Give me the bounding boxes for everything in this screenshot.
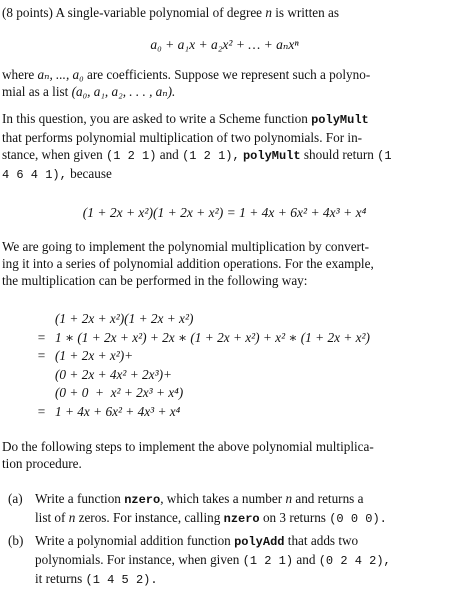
derivation-expr: (1 + 2x + x²)+ [55, 348, 134, 363]
impl-line1: We are going to implement the polynomial multiplication by convert- [2, 239, 370, 254]
impl-line2: ing it into a series of polynomial addition operations. For the example, [2, 256, 374, 271]
derivation-block [28, 310, 370, 421]
task-line3-a: stance, when given [2, 147, 103, 162]
derivation-expr: (0 + 2x + 4x² + 2x³)+ [55, 366, 172, 382]
derivation-rel [28, 384, 55, 403]
item-label: (b) [8, 533, 24, 548]
equation-example-text: (1 + 2x + x²)(1 + 2x + x²) = 1 + 4x + 6x² + 4x³ + x⁴ [82, 205, 367, 220]
item-b-l1-b: that adds two [287, 533, 359, 548]
task-paragraph [2, 110, 445, 184]
task-ret2: 4 6 4 1), [2, 168, 67, 182]
task-and: and [159, 147, 179, 162]
task-arg1: (1 2 1) [106, 149, 157, 163]
task-line4-b: because [70, 166, 112, 181]
derivation-expr: (0 + 0 + x² + 2x³ + x⁴) [55, 385, 184, 400]
item-a-l2-b: zeros. For instance, calling [78, 510, 221, 525]
where-line2-a: mial as a list [2, 84, 69, 99]
equation-general [0, 36, 449, 53]
task-line2: that performs polynomial multiplication of two polynomials. For in- [2, 130, 363, 145]
derivation-expr: (1 + 2x + x²)(1 + 2x + x²) [55, 311, 194, 326]
item-b-arg2: (0 2 4 2), [318, 554, 391, 568]
task-arg2: (1 2 1), [182, 149, 240, 163]
item-b-code: (1 4 5 2). [85, 573, 158, 587]
intro-text-b: is written as [275, 5, 339, 20]
derivation-rel: = [37, 348, 46, 363]
impl-line3: the multiplication can be performed in the following way: [2, 273, 308, 288]
derivation-expr: 1 ∗ (1 + 2x + x²) + 2x ∗ (1 + 2x + x²) + x² ∗ (1 + 2x + x²) [55, 329, 370, 345]
equation-general-text: a₀ + a₁x + a₂x² + … + aₙxⁿ [150, 37, 299, 52]
item-a-l1-a: Write a function [35, 491, 121, 506]
polyadd-fn: polyAdd [234, 535, 285, 549]
equation-example [0, 204, 449, 221]
where-word: where [2, 67, 35, 82]
item-a-code: (0 0 0). [329, 512, 387, 526]
derivation-rel: = [37, 329, 46, 345]
item-a-var2: n [68, 510, 76, 525]
derivation-expr: 1 + 4x + 6x² + 4x³ + x⁴ [55, 403, 181, 419]
derivation-rel [28, 366, 55, 385]
where-paragraph [2, 66, 445, 100]
task-item-b [8, 532, 445, 589]
derivation-rel: = [37, 403, 46, 419]
item-b-l3-a: it returns [35, 571, 83, 586]
nzero-fn: nzero [124, 493, 161, 507]
item-b-l1-a: Write a polynomial addition function [35, 533, 231, 548]
derivation-row [28, 366, 370, 385]
steps-line1: Do the following steps to implement the above polynomial multiplica- [2, 439, 374, 454]
degree-var: n [265, 5, 272, 20]
intro-paragraph [2, 4, 445, 21]
intro-text-a: A single-variable polynomial of degree [55, 5, 263, 20]
item-b-and: and [296, 552, 316, 567]
steps-line2: tion procedure. [2, 456, 82, 471]
nzero-fn-2: nzero [223, 512, 260, 526]
item-label: (a) [8, 491, 23, 506]
derivation-rel [28, 310, 55, 329]
task-ret1: (1 [377, 149, 392, 163]
task-line1: In this question, you are asked to write a Scheme function [2, 111, 308, 126]
derivation-row [28, 347, 370, 366]
polymult-fn: polyMult [311, 113, 369, 127]
task-line3-b: should return [303, 147, 374, 162]
item-a-var: n [285, 491, 293, 506]
polymult-fn-2: polyMult [242, 149, 301, 163]
item-a-l2-c: on 3 returns [262, 510, 326, 525]
task-item-a [8, 490, 445, 528]
where-line1-b: are coefficients. Suppose we represent such a polyno- [87, 67, 371, 82]
derivation-row [28, 310, 370, 329]
item-a-l1-c: and returns a [295, 491, 364, 506]
points-label: (8 points) [2, 5, 53, 20]
item-a-l1-b: , which takes a number [160, 491, 283, 506]
derivation-row [28, 403, 370, 422]
item-a-l2-a: list of [35, 510, 66, 525]
derivation-row [28, 329, 370, 348]
item-b-arg1: (1 2 1) [242, 554, 294, 568]
item-b-l2-a: polynomials. For instance, when given [35, 552, 240, 567]
steps-paragraph [2, 438, 445, 472]
impl-paragraph [2, 238, 445, 289]
derivation-row [28, 384, 370, 403]
coeffs-expr: aₙ, ..., a₀ [37, 67, 84, 82]
list-expr: (a₀, a₁, a₂, . . . , aₙ). [71, 84, 176, 99]
